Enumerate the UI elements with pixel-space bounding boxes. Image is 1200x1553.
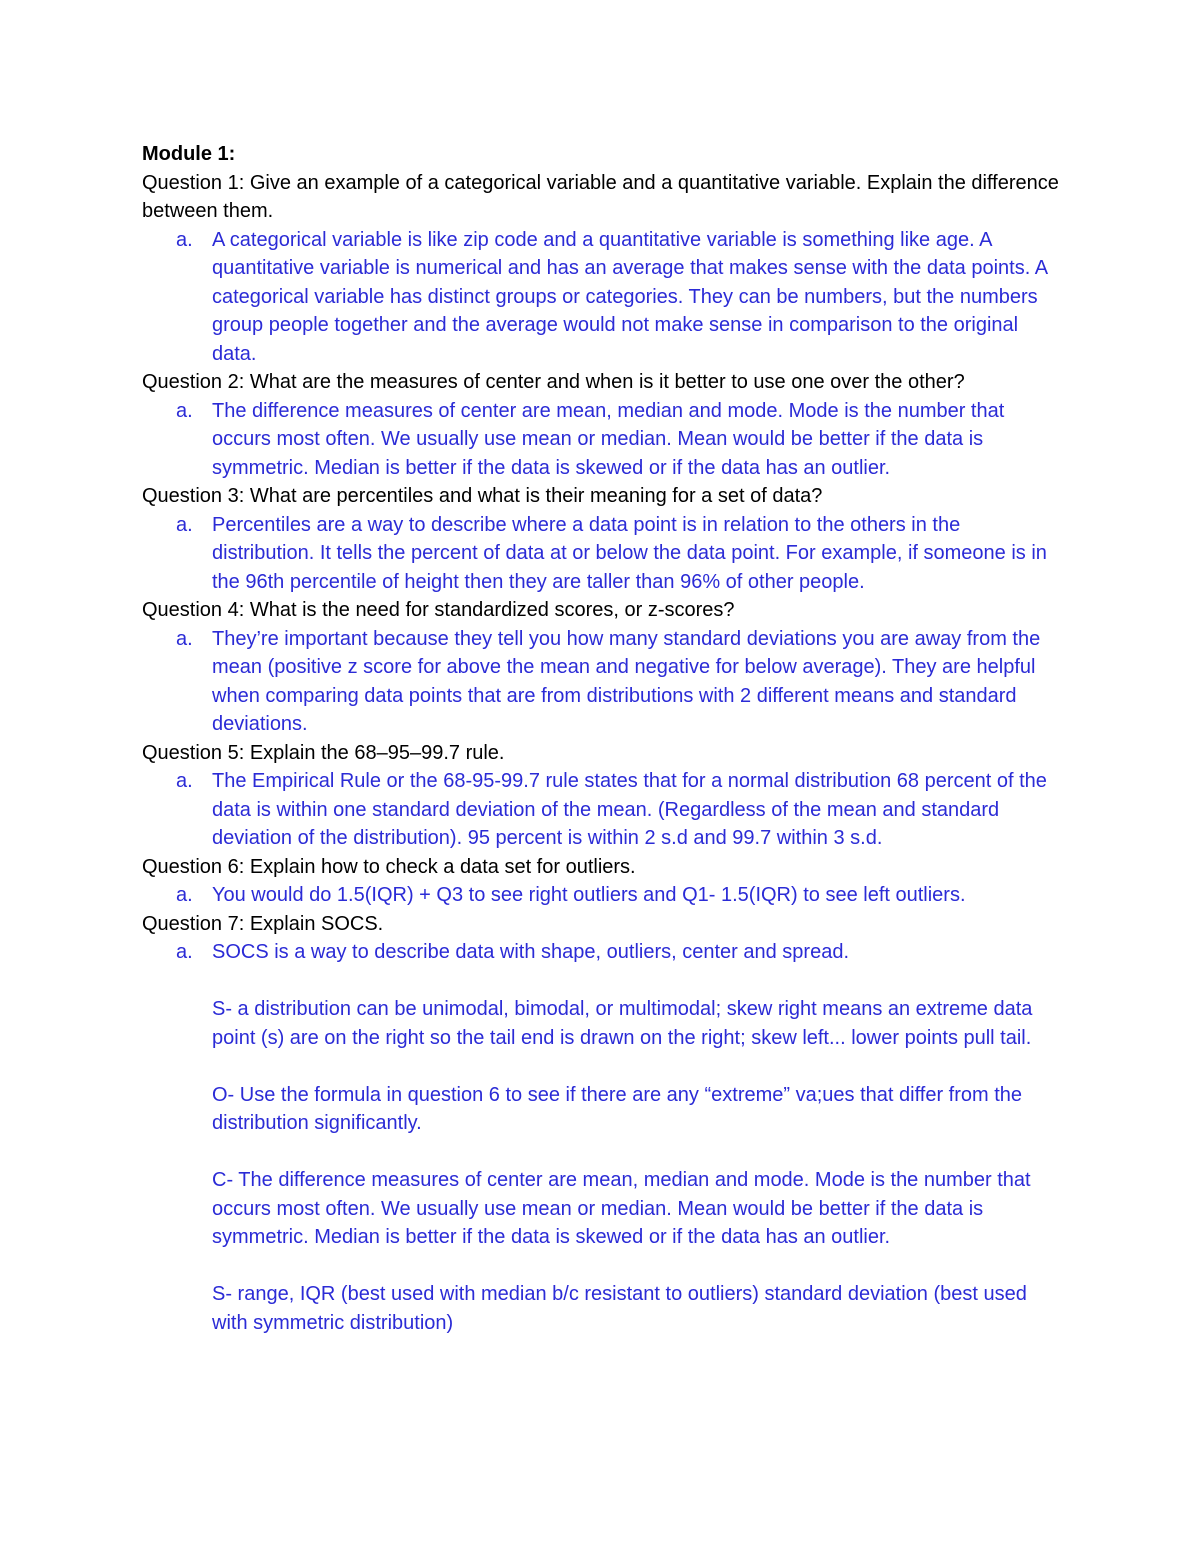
answer-7 [142,938,1062,1337]
answer-3 [142,511,1062,597]
answer-list-marker: a. [176,941,193,963]
question-list [142,169,1062,1338]
question-7: Question 7: Explain SOCS. [142,912,384,935]
question-1: Question 1: Give an example of a categorical variable and a quantitative variable. Explain the difference between them. [142,171,1059,222]
answer-paragraph: A categorical variable is like zip code and a quantitative variable is something like age. A quantitative variable is numerical and has an average that makes sense with the data points. A categorical variable has distinct groups or categories. They can be numbers, but the numbers group people together and the average would not make sense in comparison to the original data. [212,228,1047,365]
question-2: Question 2: What are the measures of center and when is it better to use one over the other? [142,371,965,393]
answer-list-marker: a. [176,627,193,650]
question-3: Question 3: What are percentiles and what is their meaning for a set of data? [142,485,823,507]
question-4: Question 4: What is the need for standardized scores, or z-scores? [142,599,735,621]
answer-list-marker: a. [176,770,193,792]
answer-1 [142,226,1062,369]
answer-6 [142,881,1062,910]
answer-paragraph: Percentiles are a way to describe where a data point is in relation to the others in the distribution. It tells the percent of data at or below the data point. For example, if someone is in the 96th percentile of height then they are taller than 96% of other people. [212,513,1047,593]
answer-paragraph: You would do 1.5(IQR) + Q3 to see right outliers and Q1- 1.5(IQR) to see left outliers. [212,884,966,906]
answer-paragraph: S- a distribution can be unimodal, bimodal, or multimodal; skew right means an extreme data point (s) are on the right so the tail end is drawn on the right; skew left... lower points pull tail. [212,998,1033,1049]
answer-list-marker: a. [176,513,193,536]
document-page [142,140,1062,1337]
answer-list-marker: a. [176,228,193,251]
answer-list-marker: a. [176,884,193,906]
answer-paragraph: S- range, IQR (best used with median b/c resistant to outliers) standard deviation (best used with symmetric distribution) [212,1283,1027,1334]
answer-paragraph: The Empirical Rule or the 68-95-99.7 rule states that for a normal distribution 68 percent of the data is within one standard deviation of the mean. (Regardless of the mean and standard deviation of the distribution). 95 percent is within 2 s.d and 99.7 within 3 s.d. [212,770,1047,849]
answer-5 [142,767,1062,853]
answer-list-marker: a. [176,399,193,422]
answer-paragraph: O- Use the formula in question 6 to see if there are any “extreme” va;ues that differ from the distribution significantly. [212,1083,1023,1134]
question-5: Question 5: Explain the 68–95–99.7 rule. [142,741,505,764]
answer-paragraph: C- The difference measures of center are mean, median and mode. Mode is the number that occurs most often. We usually use mean or median. Mean would be better if the data is symmetric. Median is better if the data is skewed or if the data has an outlier. [212,1169,1031,1248]
answer-2 [142,397,1062,483]
answer-4 [142,625,1062,739]
question-6: Question 6: Explain how to check a data set for outliers. [142,855,636,878]
answer-paragraph: The difference measures of center are mean, median and mode. Mode is the number that occurs most often. We usually use mean or median. Mean would be better if the data is symmetric. Median is better if the data is skewed or if the data has an outlier. [212,399,1005,479]
answer-paragraph: They’re important because they tell you how many standard deviations you are away from the mean (positive z score for above the mean and negative for below average). They are helpful when comparing data points that are from distributions with 2 different means and standard deviations. [212,627,1041,735]
module-heading: Module 1: [142,143,236,165]
answer-paragraph: SOCS is a way to describe data with shape, outliers, center and spread. [212,941,850,963]
